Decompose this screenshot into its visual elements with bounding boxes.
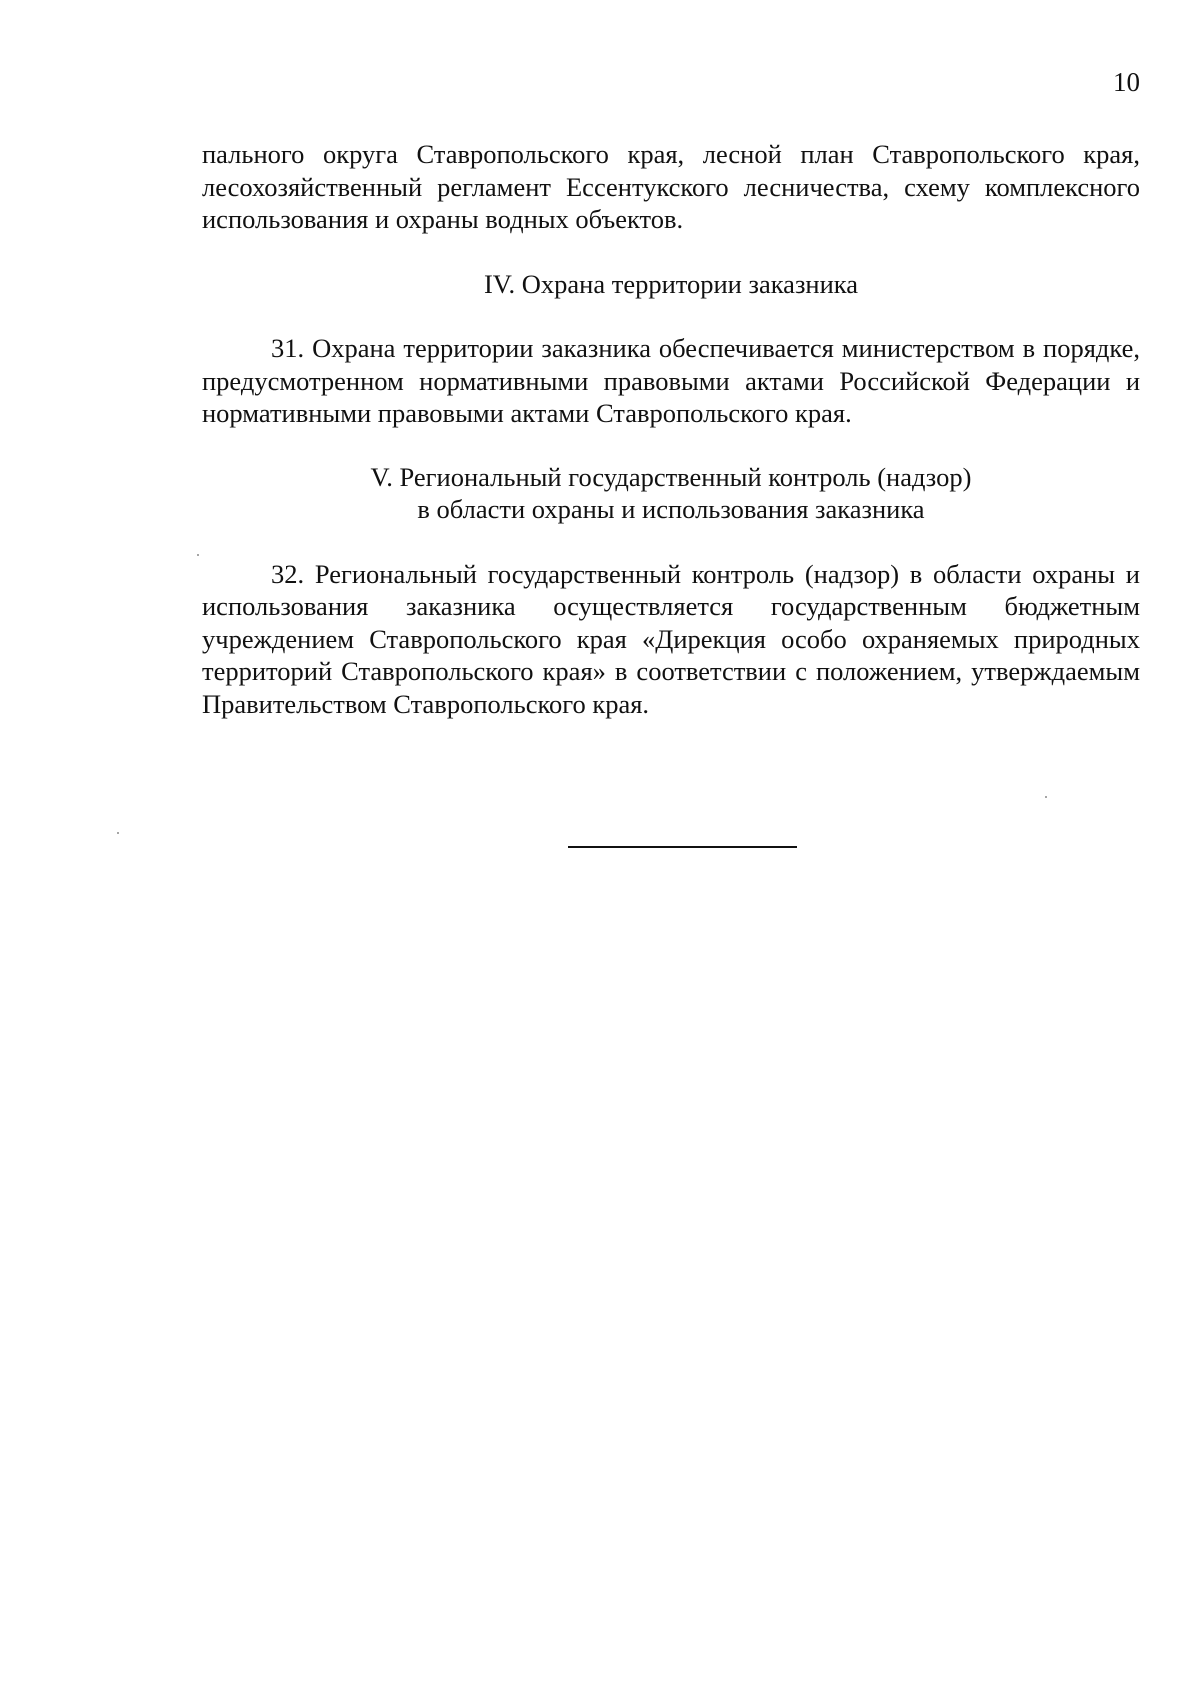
scan-speck <box>197 554 199 556</box>
paragraph-item-32: 32. Региональный государственный контроль (надзор) в области охраны и использования заказника осуществляется государственным бюджетным учреждением Ставропольского края «Дирекция особо охраняемых природных территорий Ставропольского края» в соответствии с положением, утверждаемым Правительством Ставропольского края. <box>202 558 1140 719</box>
section-heading-5 <box>202 461 1140 526</box>
paragraph-continuation: пального округа Ставропольского края, лесной план Ставропольского края, лесохозяйственный регламент Ессентукского лесничества, схему комплексного использования и охраны водных объектов. <box>202 139 1140 234</box>
end-of-document-rule <box>568 846 797 848</box>
section-heading-5-line-2: в области охраны и использования заказника <box>417 494 925 524</box>
section-heading-5-line-1: V. Региональный государственный контроль (надзор) <box>370 461 972 492</box>
page-number: 10 <box>1113 67 1140 97</box>
section-heading-4: IV. Охрана территории заказника <box>483 268 859 299</box>
paragraph-item-31: 31. Охрана территории заказника обеспечивается министерством в порядке, предусмотренном нормативными правовыми актами Российской Федерации и нормативными правовыми актами Ставропольского края. <box>202 333 1140 428</box>
document-body <box>202 138 1140 720</box>
scan-speck <box>1045 796 1047 798</box>
scan-speck <box>117 832 119 834</box>
